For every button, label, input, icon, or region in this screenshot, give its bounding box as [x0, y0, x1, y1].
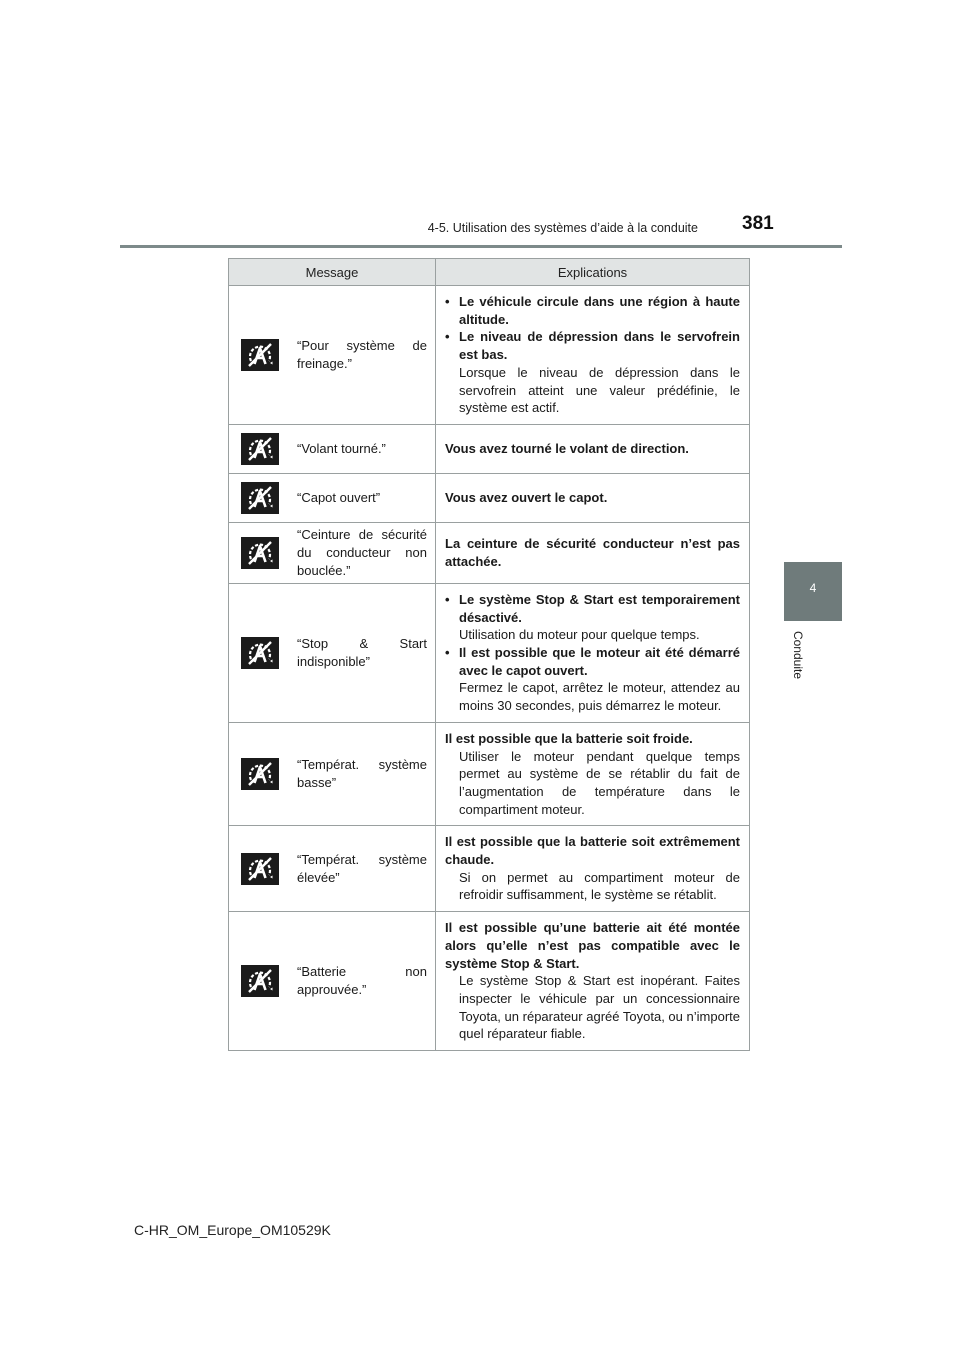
explanation-cell: [436, 473, 750, 522]
explanation-text: Fermez le capot, arrêtez le moteur, attendez au moins 30 secondes, puis démarrez le moteur.: [459, 680, 740, 714]
explanation-text: Si on permet au compartiment moteur de refroidir suffisamment, le système se rétablit.: [459, 869, 740, 903]
table-row: [229, 722, 750, 826]
table-row: [229, 912, 750, 1051]
explanation-cell: [436, 583, 750, 722]
message-cell: [229, 473, 436, 522]
page-number: 381: [742, 213, 774, 234]
message-cell: [229, 583, 436, 722]
explanation-text: Il est possible qu’une batterie ait été montée alors qu’elle n’est pas compatible avec le système Stop & Start.: [445, 920, 740, 971]
table-row: [229, 522, 750, 583]
explanation-text: Utiliser le moteur pendant quelque temps permet au système de se rétablir du fait de l’augmentation de température dans le compartiment moteur.: [459, 748, 740, 817]
stop-start-off-icon: [241, 537, 279, 569]
explanation-cell: [436, 912, 750, 1051]
chapter-tab: [784, 562, 842, 621]
stop-start-off-icon: [241, 433, 279, 465]
explanation-text: Lorsque le niveau de dépression dans le servofrein atteint une valeur prédéfinie, le système est actif.: [459, 364, 740, 416]
explanation-cell: [436, 522, 750, 583]
column-header-explications: Explications: [436, 259, 750, 286]
explanation-text: La ceinture de sécurité conducteur n’est pas attachée.: [445, 536, 740, 569]
explanation-cell: [436, 424, 750, 473]
explanation-text: Vous avez tourné le volant de direction.: [445, 441, 689, 457]
explanation-bullet: • Le système Stop & Start est temporairement désactivé.: [445, 591, 740, 626]
message-cell: [229, 286, 436, 425]
message-text: “Volant tourné.”: [297, 440, 386, 456]
explanation-text: Il est possible que la batterie soit froide.: [445, 730, 693, 746]
explanation-text: Le système Stop & Start est inopérant. Faites inspecter le véhicule par un concessionnaire Toyota, un réparateur agréé Toyota, ou n’importe quel réparateur fiable.: [459, 973, 740, 1042]
column-header-message: Message: [229, 259, 436, 286]
explanation-text: Il est possible que la batterie soit extrêmement chaude.: [445, 834, 740, 868]
explanation-text: Utilisation du moteur pour quelque temps.: [459, 627, 700, 643]
header-divider: [120, 245, 842, 248]
document-code: C-HR_OM_Europe_OM10529K: [134, 1222, 331, 1238]
explanation-bullet: • Le véhicule circule dans une région à haute altitude.: [445, 293, 740, 328]
message-table: [228, 258, 750, 1051]
message-text: “Capot ouvert”: [297, 489, 381, 505]
message-text: “Pour système de freinage.”: [297, 337, 427, 371]
message-text: “Températ. système élevée”: [297, 851, 427, 885]
explanation-bullet: • Le niveau de dépression dans le servofrein est bas.: [445, 328, 740, 363]
stop-start-off-icon: [241, 758, 279, 790]
message-text: “Ceinture de sécurité du conducteur non bouclée.”: [297, 526, 427, 578]
table-row: [229, 424, 750, 473]
table-row: [229, 826, 750, 912]
explanation-cell: [436, 826, 750, 912]
explanation-cell: [436, 722, 750, 826]
chapter-label-container: [782, 630, 812, 690]
section-title: 4-5. Utilisation des systèmes d’aide à la conduite: [427, 221, 698, 235]
chapter-label: Conduite: [791, 630, 805, 680]
stop-start-off-icon: [241, 339, 279, 371]
stop-start-off-icon: [241, 965, 279, 997]
stop-start-off-icon: [241, 637, 279, 669]
explanation-cell: [436, 286, 750, 425]
table-header-row: [229, 259, 750, 286]
explanation-bullet: • Il est possible que le moteur ait été démarré avec le capot ouvert.: [445, 644, 740, 679]
message-text: “Batterie non approuvée.”: [297, 964, 427, 998]
stop-start-off-icon: [241, 853, 279, 885]
message-cell: [229, 826, 436, 912]
message-cell: [229, 912, 436, 1051]
message-cell: [229, 424, 436, 473]
table-row: [229, 286, 750, 425]
stop-start-off-icon: [241, 482, 279, 514]
message-cell: [229, 722, 436, 826]
message-text: “Stop & Start indisponible”: [297, 635, 427, 669]
explanation-text: Vous avez ouvert le capot.: [445, 490, 608, 506]
message-text: “Températ. système basse”: [297, 757, 427, 791]
message-cell: [229, 522, 436, 583]
table-row: [229, 473, 750, 522]
table-row: [229, 583, 750, 722]
chapter-number: 4: [809, 581, 817, 595]
